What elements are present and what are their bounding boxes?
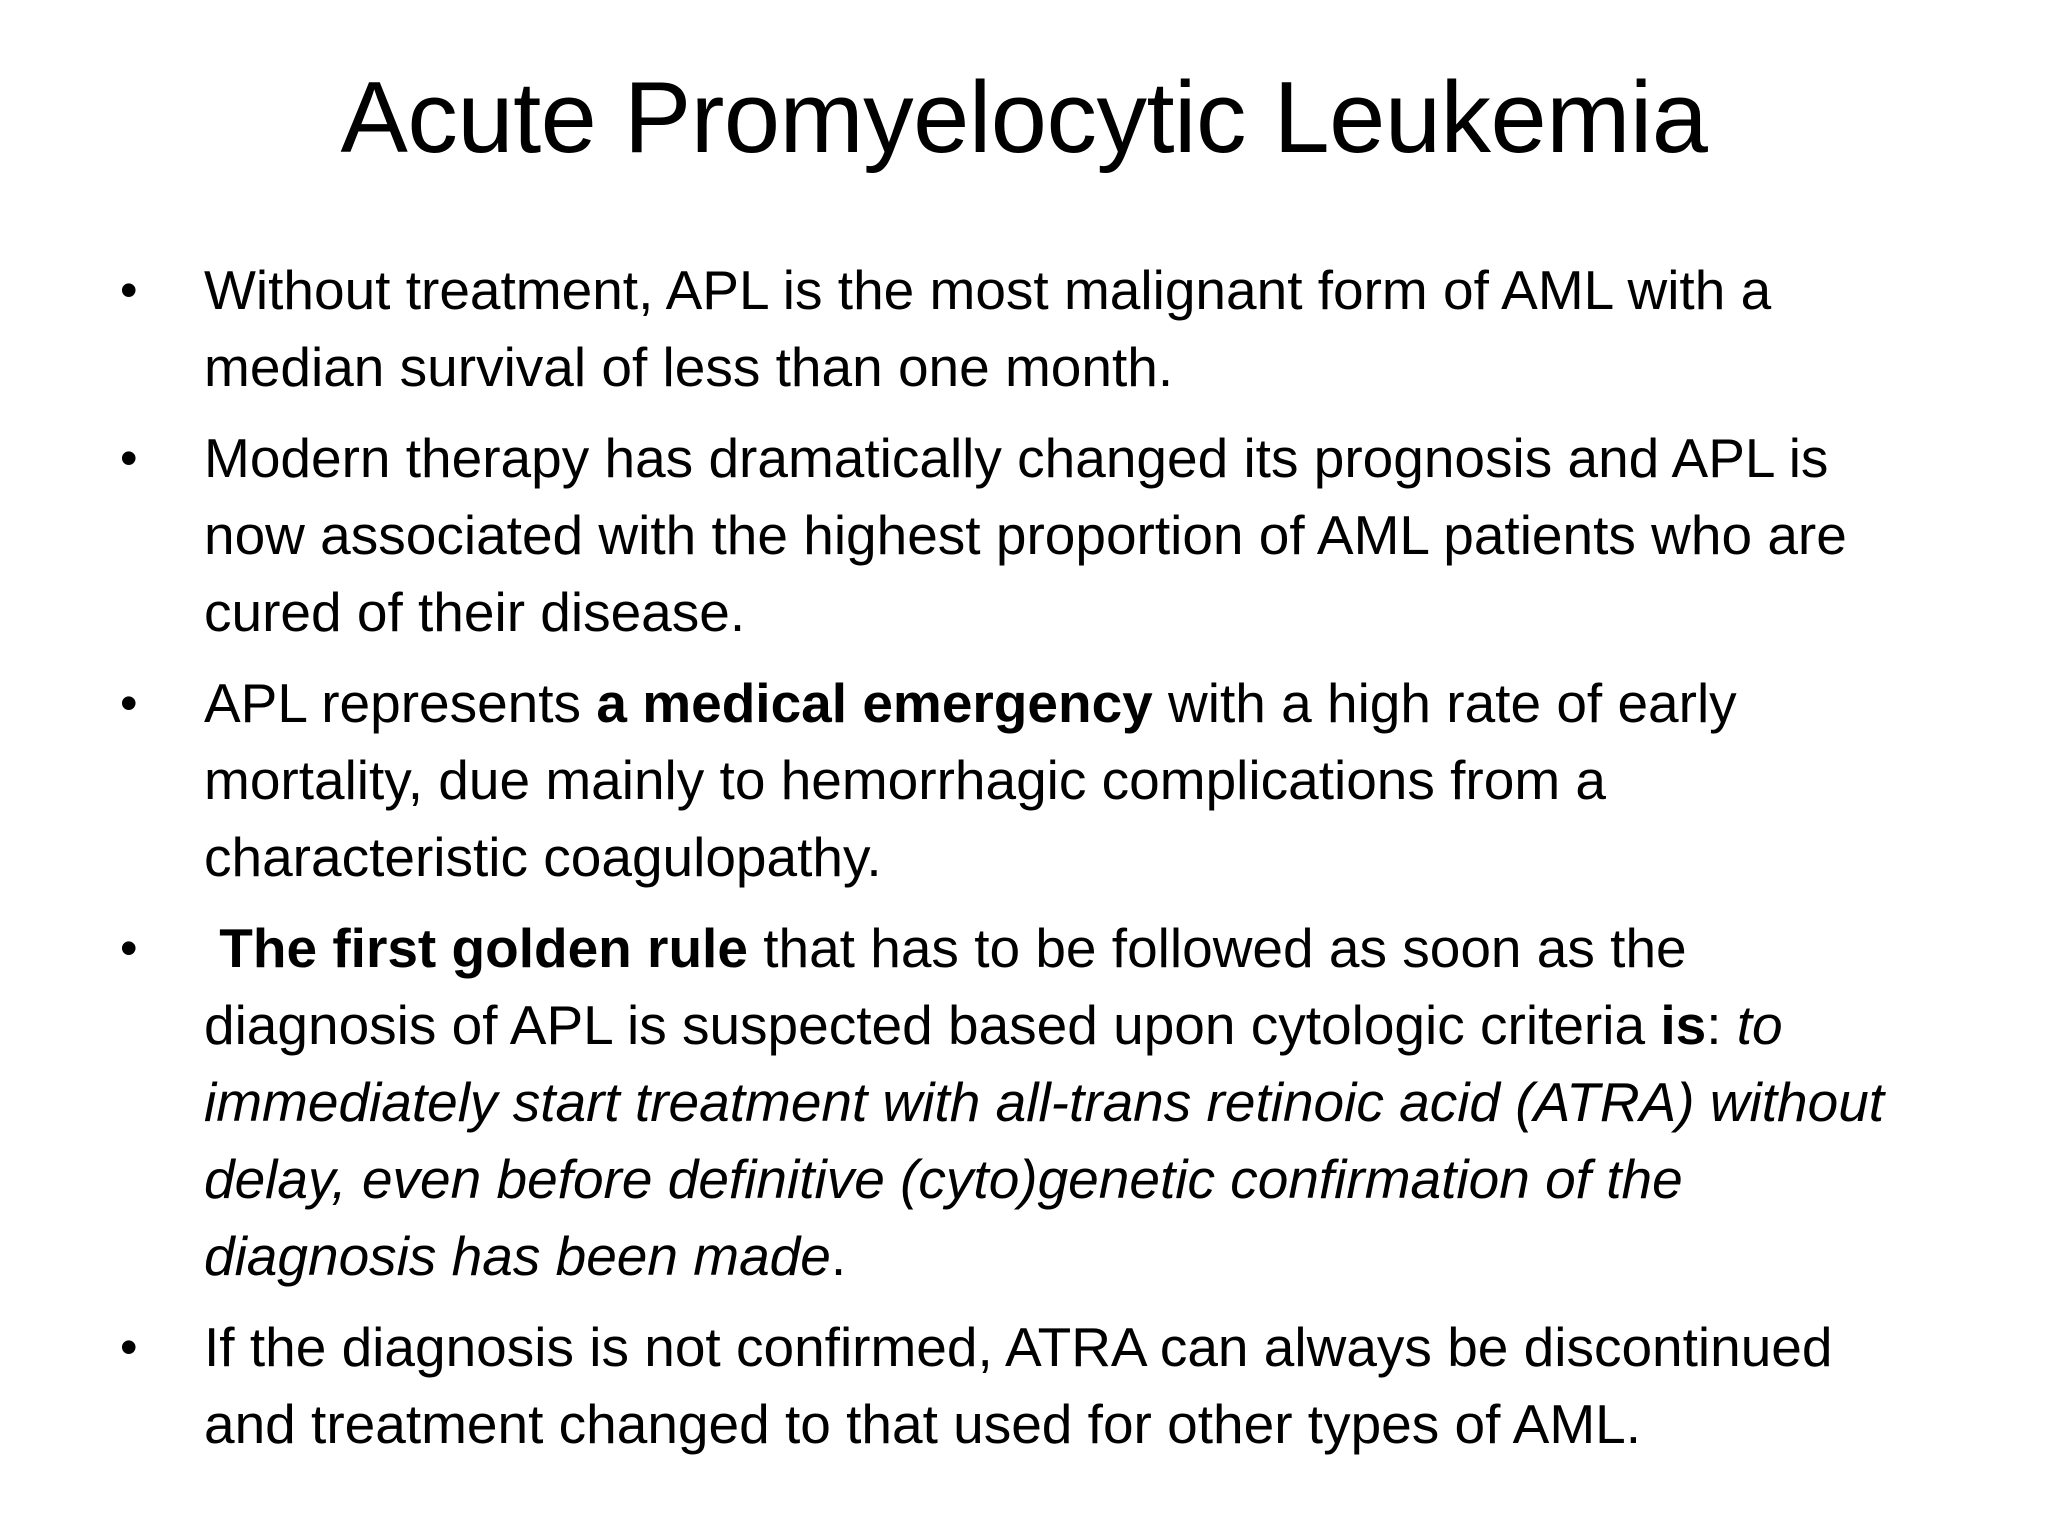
bullet-list: [120, 252, 1920, 1477]
bullet-item-discontinue-atra: [120, 1309, 1920, 1463]
bullet-text-bold: is: [1660, 994, 1707, 1056]
bullet-text-lead-space: [204, 917, 219, 979]
bullet-text: APL represents: [204, 672, 597, 734]
bullet-item-modern-therapy: [120, 420, 1920, 651]
bullet-item-medical-emergency: [120, 665, 1920, 896]
slide-title: Acute Promyelocytic Leukemia: [340, 62, 1708, 174]
bullet-text: with a high rate of early mortality, due mainly to hemorrhagic complications from a characteristic coagulopathy.: [204, 672, 1737, 888]
bullet-dot-icon: •: [120, 920, 138, 976]
bullet-item-golden-rule: [120, 910, 1920, 1295]
bullet-dot-icon: •: [120, 1319, 138, 1375]
bullet-text: Modern therapy has dramatically changed its prognosis and APL is now associated with the highest proportion of AML patients who are cured of their disease.: [204, 427, 1847, 643]
bullet-text-bold: The first golden rule: [219, 917, 748, 979]
bullet-text-italic: to immediately start treatment with all-trans retinoic acid (ATRA) without delay, even before definitive (cyto)genetic confirmation of the diagnosis has been made: [204, 994, 1885, 1287]
bullet-text-bold: a medical emergency: [596, 672, 1153, 734]
bullet-text: that has to be followed as soon as the diagnosis of APL is suspected based upon cytologic criteria: [204, 917, 1687, 1056]
bullet-text: Without treatment, APL is the most malignant form of AML with a median survival of less than one month.: [204, 259, 1772, 398]
bullet-text: :: [1706, 994, 1737, 1056]
bullet-text: .: [830, 1225, 847, 1287]
bullet-dot-icon: •: [120, 675, 138, 731]
bullet-item-untreated-prognosis: [120, 252, 1920, 406]
bullet-dot-icon: •: [120, 430, 138, 486]
bullet-dot-icon: •: [120, 262, 138, 318]
bullet-text: If the diagnosis is not confirmed, ATRA can always be discontinued and treatment changed to that used for other types of AML.: [204, 1316, 1833, 1455]
